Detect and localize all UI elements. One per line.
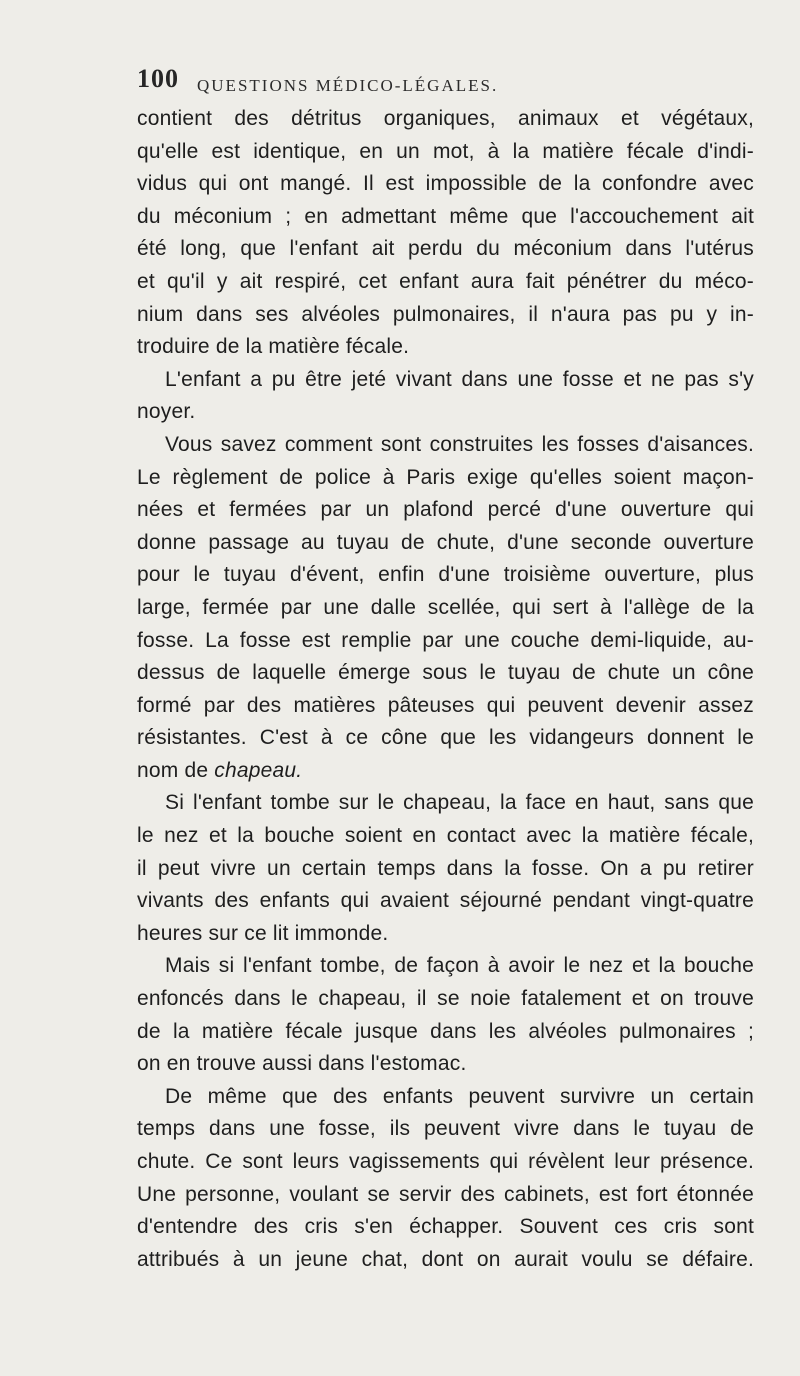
text-line: attribués à un jeune chat, dont on aurait voulu se défaire. bbox=[137, 1247, 754, 1271]
text-line: fosse. La fosse est remplie par une couche demi-liquide, au- bbox=[137, 628, 754, 652]
text-line: nium dans ses alvéoles pulmonaires, il n'aura pas pu y in- bbox=[137, 302, 754, 326]
text-line: large, fermée par une dalle scellée, qui sert à l'allège de la bbox=[137, 595, 754, 619]
text-line: Le règlement de police à Paris exige qu'elles soient maçon- bbox=[137, 465, 754, 489]
text-line: L'enfant a pu être jeté vivant dans une fosse et ne pas s'y bbox=[165, 367, 754, 391]
text-line: on en trouve aussi dans l'estomac. bbox=[137, 1052, 467, 1076]
text-line: contient des détritus organiques, animaux et végétaux, bbox=[137, 107, 754, 130]
text-line: vivants des enfants qui avaient séjourné pendant vingt-quatre bbox=[137, 889, 754, 913]
text-line: été long, que l'enfant ait perdu du méconium dans l'utérus bbox=[137, 237, 754, 261]
text-line: Si l'enfant tombe sur le chapeau, la face en haut, sans que bbox=[165, 791, 754, 815]
text-line: pour le tuyau d'évent, enfin d'une troisième ouverture, plus bbox=[137, 563, 754, 587]
text-line: dessus de laquelle émerge sous le tuyau de chute un cône bbox=[137, 661, 754, 685]
text-line: De même que des enfants peuvent survivre un certain bbox=[165, 1084, 754, 1108]
page-header bbox=[137, 60, 757, 100]
running-head: QUESTIONS MÉDICO-LÉGALES. bbox=[197, 76, 499, 95]
text-line: de la matière fécale jusque dans les alvéoles pulmonaires ; bbox=[137, 1019, 754, 1043]
text-line: qu'elle est identique, en un mot, à la matière fécale d'indi- bbox=[137, 139, 754, 163]
text-line: noyer. bbox=[137, 400, 196, 424]
text-line: chute. Ce sont leurs vagissements qui révèlent leur présence. bbox=[137, 1150, 754, 1173]
text-line: donne passage au tuyau de chute, d'une seconde ouverture bbox=[137, 530, 754, 554]
text-line: heures sur ce lit immonde. bbox=[137, 921, 389, 945]
text-line: résistantes. C'est à ce cône que les vidangeurs donnent le bbox=[137, 726, 754, 750]
text-line: Une personne, voulant se servir des cabinets, est fort étonnée bbox=[137, 1182, 754, 1206]
text-line: formé par des matières pâteuses qui peuvent devenir assez bbox=[137, 693, 754, 717]
body-text bbox=[137, 103, 754, 1276]
text-line: et qu'il y ait respiré, cet enfant aura fait pénétrer du méco- bbox=[137, 269, 754, 293]
text-line: il peut vivre un certain temps dans la fosse. On a pu retirer bbox=[137, 856, 754, 880]
page-number: 100 bbox=[137, 64, 179, 93]
text-line: d'entendre des cris s'en échapper. Souvent ces cris sont bbox=[137, 1215, 754, 1239]
text-line: troduire de la matière fécale. bbox=[137, 335, 410, 359]
italic-term: chapeau. bbox=[214, 758, 303, 782]
text-line: temps dans une fosse, ils peuvent vivre dans le tuyau de bbox=[137, 1117, 754, 1141]
text-line: du méconium ; en admettant même que l'accouchement ait bbox=[137, 204, 754, 228]
text-line-lead: nom de bbox=[137, 758, 215, 782]
text-line bbox=[137, 755, 754, 788]
text-line: Mais si l'enfant tombe, de façon à avoir le nez et la bouche bbox=[165, 954, 754, 978]
text-line: enfoncés dans le chapeau, il se noie fatalement et on trouve bbox=[137, 987, 754, 1011]
text-line: Vous savez comment sont construites les fosses d'aisances. bbox=[165, 432, 754, 456]
text-line: le nez et la bouche soient en contact avec la matière fécale, bbox=[137, 824, 754, 848]
text-line: vidus qui ont mangé. Il est impossible de la confondre avec bbox=[137, 172, 754, 196]
text-line: nées et fermées par un plafond percé d'une ouverture qui bbox=[137, 498, 754, 522]
